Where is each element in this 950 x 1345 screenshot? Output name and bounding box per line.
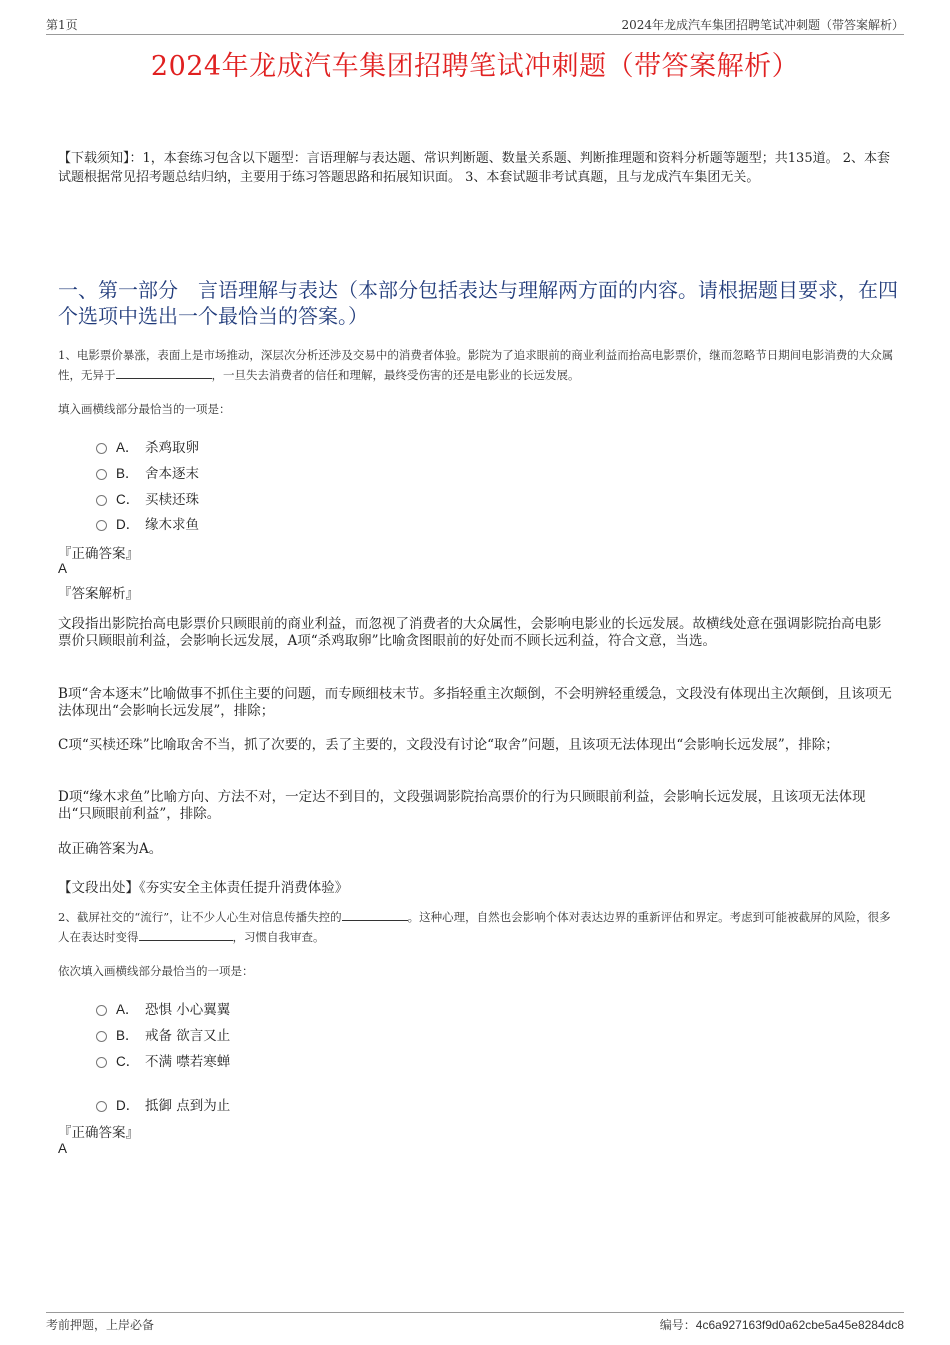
q1-analysis-label: 『答案解析』: [58, 586, 139, 602]
q2-answer-label: 『正确答案』: [58, 1125, 139, 1141]
fill-blank: [116, 366, 212, 379]
q1-answer-label: 『正确答案』: [58, 546, 139, 562]
radio-icon[interactable]: [96, 443, 107, 454]
q1-source: 【文段出处】《夯实安全主体责任提升消费体验》: [58, 880, 349, 896]
question-1-stem: 1、电影票价暴涨，表面上是市场推动，深层次分析还涉及交易中的消费者体验。影院为了追求眼前的商业利益而抬高电影票价，继而忽略节日期间电影消费的大众属性，无异于 ，一旦失去消费者的信任和理解，最终受伤害的还是电影业的长远发展。: [58, 348, 894, 382]
question-1-hint: 填入画横线部分最恰当的一项是：: [58, 402, 231, 416]
radio-icon[interactable]: [96, 1101, 107, 1112]
question-2-stem: 2、截屏社交的“流行”，让不少人心生对信息传播失控的 。这种心理，自然也会影响个体对表达边界的重新评估和界定。考虑到可能被截屏的风险，很多人在表达时变得 ，习惯自我审查。: [58, 910, 891, 944]
header-doc-title: 2024年龙成汽车集团招聘笔试冲刺题（带答案解析）: [621, 18, 904, 32]
page-footer: [46, 1312, 904, 1333]
q1-analysis-paragraph: B项“舍本逐末”比喻做事不抓住主要的问题，而专顾细枝末节。多指轻重主次颠倒，不会明辨轻重缓急，文段没有体现出主次颠倒，且该项无法体现出“会影响长远发展”，排除；: [58, 686, 892, 719]
radio-icon[interactable]: [96, 1057, 107, 1068]
q1-conclusion: 故正确答案为A。: [58, 841, 163, 857]
fill-blank: [139, 928, 233, 941]
page-header: [46, 14, 904, 35]
question-2-hint: 依次填入画横线部分最恰当的一项是：: [58, 964, 254, 978]
q1-analysis-paragraph: D项“缘木求鱼”比喻方向、方法不对，一定达不到目的，文段强调影院抬高票价的行为只顾眼前利益，会影响长远发展，且该项无法体现出“只顾眼前利益”，排除。: [58, 789, 866, 822]
download-notice: 【下载须知】：1，本套练习包含以下题型：言语理解与表达题、常识判断题、数量关系题、判断推理题和资料分析题等题型；共135道。 2、本套试题根据常见招考题总结归纳，主要用于练习答题思路和拓展知识面。 3、本套试题非考试真题，且与龙成汽车集团无关。: [58, 151, 890, 185]
radio-icon[interactable]: [96, 520, 107, 531]
fill-blank: [342, 908, 408, 921]
q2-answer: A: [58, 1141, 68, 1156]
radio-icon[interactable]: [96, 1005, 107, 1016]
q1-answer: A: [58, 561, 68, 576]
q1-analysis-paragraph: C项“买椟还珠”比喻取舍不当，抓了次要的，丢了主要的，文段没有讨论“取舍”问题，且该项无法体现出“会影响长远发展”，排除；: [58, 737, 839, 753]
radio-icon[interactable]: [96, 469, 107, 480]
radio-icon[interactable]: [96, 1031, 107, 1042]
footer-slogan: 考前押题，上岸必备: [46, 1318, 155, 1332]
page-number: 第1页: [46, 18, 78, 32]
radio-icon[interactable]: [96, 495, 107, 506]
document-code: 编号：4c6a927163f9d0a62cbe5a45e8284dc8: [659, 1318, 904, 1332]
q1-analysis-paragraph: 文段指出影院抬高电影票价只顾眼前的商业利益，而忽视了消费者的大众属性，会影响电影业的长远发展。故横线处意在强调影院抬高电影票价只顾眼前利益，会影响长远发展，A项“杀鸡取卵”比喻贪图眼前的好处而不顾长远利益，符合文意，当选。: [58, 616, 882, 649]
document-title: 2024年龙成汽车集团招聘笔试冲刺题（带答案解析）: [150, 51, 800, 82]
section-heading: 一、第一部分 言语理解与表达（本部分包括表达与理解两方面的内容。请根据题目要求，在四个选项中选出一个最恰当的答案。）: [58, 278, 898, 328]
